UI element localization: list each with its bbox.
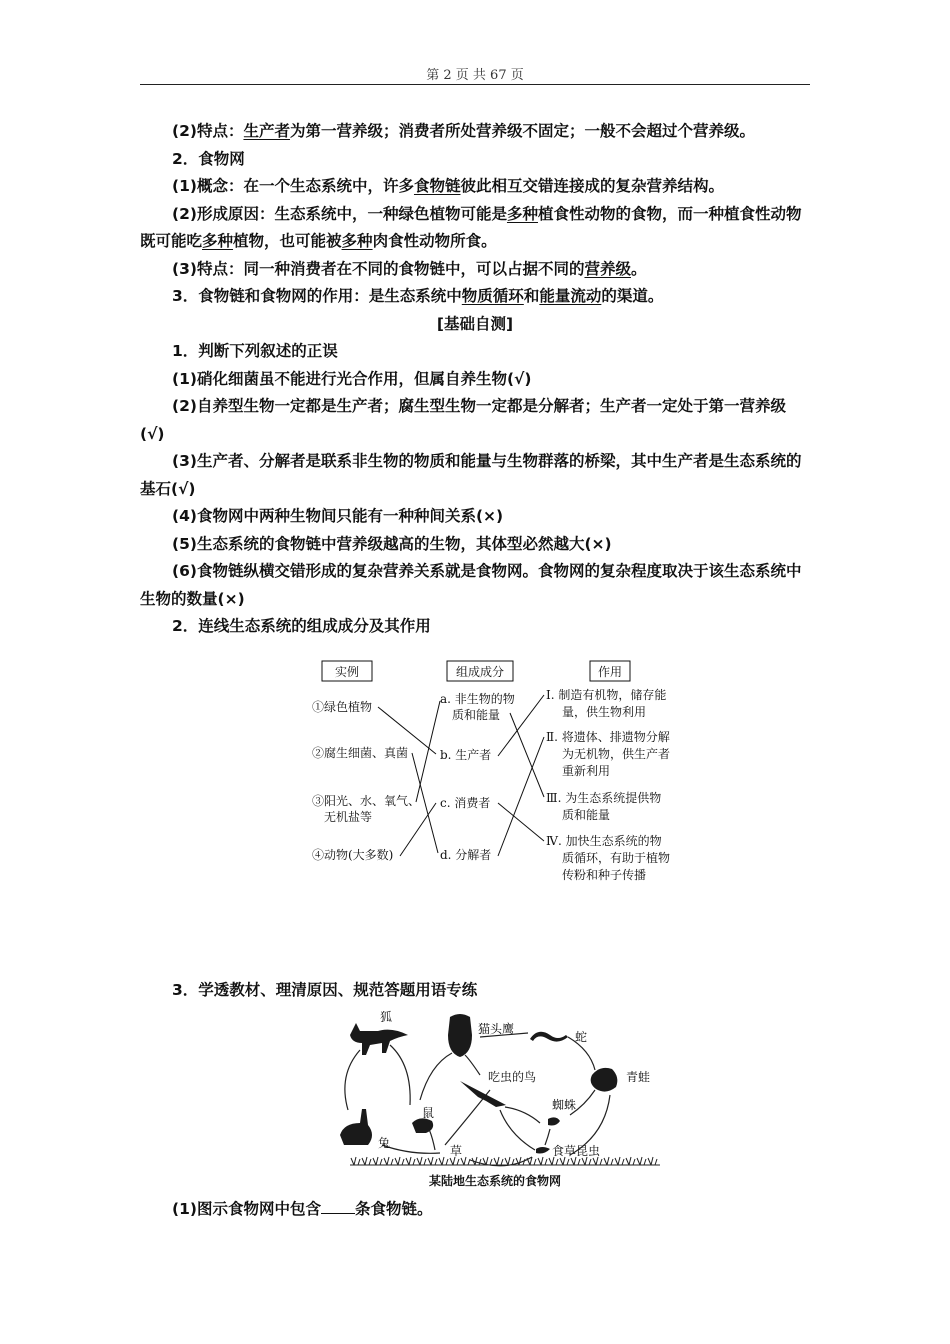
grass-tuft [604,1157,613,1165]
grass-tuft [626,1157,635,1165]
statement-5: (5)生态系统的食物链中营养级越高的生物，其体型必然越大(×) [172,534,612,553]
section-3 [140,977,810,1005]
grass-tuft [560,1157,569,1165]
statement-6: (6)食物链纵横交错形成的复杂营养关系就是食物网。食物网的复杂程度取决于该生态系统中生物的数量(×) [140,562,802,608]
question-3-1: (1)图示食物网中包含 条食物链。 [172,1200,433,1218]
role-1b: 量，供生物利用 [562,705,647,719]
grass-strip [350,1157,660,1165]
grass-tuft [461,1157,470,1165]
component-a2: 质和能量 [452,708,501,722]
fox-icon [350,1023,408,1055]
rabbit-icon [340,1109,372,1145]
grass-tuft [582,1157,591,1165]
component-b: b. 生产者 [440,748,492,762]
statement-4: (4)食物网中两种生物间只能有一种种间关系(×) [172,507,504,525]
arrow-spider-bird [505,1107,540,1123]
owl-icon [448,1014,472,1057]
statement-2: (2)自养型生物一定都是生产者；腐生型生物一定都是分解者；生产者一定处于第一营养级(√) [140,397,786,443]
label-rabbit: 兔 [378,1136,391,1150]
grass-tuft [362,1157,371,1165]
paragraph-trait: (2)特点：生产者为第一营养级；消费者所处营养级不固定；一般不会超过个营养级。 [172,122,755,140]
spider-icon [548,1117,560,1125]
label-spider: 蜘蛛 [552,1098,577,1112]
arrow-mouse-fox [390,1045,410,1105]
link-c-4 [498,803,544,841]
grass-tuft [538,1157,547,1165]
grass-tuft [571,1157,580,1165]
food-web-diagram [320,1005,670,1195]
example-3b: 无机盐等 [324,810,373,824]
role-4b: 质循环，有助于植物 [562,851,671,865]
example-1: ①绿色植物 [312,700,373,714]
label-bird: 吃虫的鸟 [488,1070,537,1084]
grass-tuft [428,1157,437,1165]
mouse-icon [412,1118,433,1133]
link-d-2 [498,737,544,856]
label-mouse: 鼠 [422,1106,435,1120]
component-c: c. 消费者 [440,796,491,810]
snake-icon [530,1032,568,1042]
grass-tuft [373,1157,382,1165]
grass-tuft [417,1157,426,1165]
grass-tuft [549,1157,558,1165]
bird-icon [460,1081,506,1107]
paragraph-feature: (3)特点：同一种消费者在不同的食物链中，可以占据不同的营养级。 [172,259,647,278]
header-rule [140,84,810,85]
question-2-title: 2．连线生态系统的组成成分及其作用 [172,617,431,635]
grass-tuft [648,1157,657,1165]
document-body [140,118,810,641]
header-examples: 实例 [334,665,360,679]
arrow-insect-spider [545,1129,550,1145]
example-3a: ③阳光、水、氧气、 [312,794,421,808]
grass-tuft [593,1157,602,1165]
header-components: 组成成分 [455,665,505,679]
paragraph-cause: (2)形成原因：生态系统中，一种绿色植物可能是多种植食性动物的食物，而一种植食性动物既可能吃多种植物，也可能被多种肉食性动物所食。 [140,204,802,250]
grass-tuft [395,1157,404,1165]
statement-3: (3)生产者、分解者是联系非生物的物质和能量与生物群落的桥梁，其中生产者是生态系统的基石(√) [140,452,802,498]
matching-diagram [300,655,690,890]
question-3-title: 3．学透教材、理清原因、规范答题用语专练 [172,981,478,999]
statement-1: (1)硝化细菌虽不能进行光合作用，但属自养生物(√) [172,369,532,388]
arrow-grass-rabbit [382,1145,440,1153]
label-insect: 食草昆虫 [552,1144,601,1158]
arrow-mouse-owl [420,1053,452,1100]
link-a-3 [510,713,544,797]
role-4c: 传粉和种子传播 [562,868,647,882]
paragraph-concept: (1)概念：在一个生态系统中，许多食物链彼此相互交错连接成的复杂营养结构。 [172,177,724,195]
label-snake: 蛇 [575,1030,588,1044]
page-header: 第 2 页 共 67 页 [426,68,524,83]
header-roles: 作用 [597,665,623,679]
component-d: d. 分解者 [440,848,492,862]
grass-tuft [439,1157,448,1165]
grass-tuft [494,1157,503,1165]
question-1-title: 1．判断下列叙述的正误 [172,342,338,360]
label-frog: 青蛙 [626,1070,651,1084]
paragraph-role: 3．食物链和食物网的作用：是生态系统中物质循环和能量流动的渠道。 [172,287,664,305]
section-title: [基础自测] [436,314,514,333]
heading-food-web: 2．食物网 [172,149,245,168]
arrow-rabbit-fox [345,1050,360,1110]
grass-tuft [505,1157,514,1165]
example-4: ④动物(大多数) [312,848,394,862]
role-1a: Ⅰ. 制造有机物，储存能 [546,688,667,702]
insect-icon [536,1147,550,1154]
role-3a: Ⅲ. 为生态系统提供物 [546,791,662,805]
role-4a: Ⅳ. 加快生态系统的物 [546,834,662,848]
role-2c: 重新利用 [562,764,611,778]
grass-tuft [637,1157,646,1165]
role-2a: Ⅱ. 将遗体、排遗物分解 [546,730,670,744]
grass-tuft [384,1157,393,1165]
role-3b: 质和能量 [562,808,611,822]
grass-tuft [615,1157,624,1165]
label-grass: 草 [450,1144,463,1158]
label-fox: 狐 [380,1010,393,1024]
label-owl: 猫头鹰 [478,1022,515,1036]
grass-tuft [406,1157,415,1165]
component-a1: a. 非生物的物 [440,692,515,706]
frog-icon [591,1068,618,1092]
answer-blank[interactable] [321,1198,355,1214]
grass-tuft [450,1157,459,1165]
food-web-caption: 某陆地生态系统的食物网 [428,1174,562,1188]
grass-tuft [351,1157,360,1165]
grass-tuft [527,1157,536,1165]
example-2: ②腐生细菌、真菌 [312,746,409,760]
link-3-a [416,701,440,802]
link-4-c [400,803,436,856]
role-2b: 为无机物，供生产者 [562,747,671,761]
arrow-bird-owl [465,1055,480,1075]
